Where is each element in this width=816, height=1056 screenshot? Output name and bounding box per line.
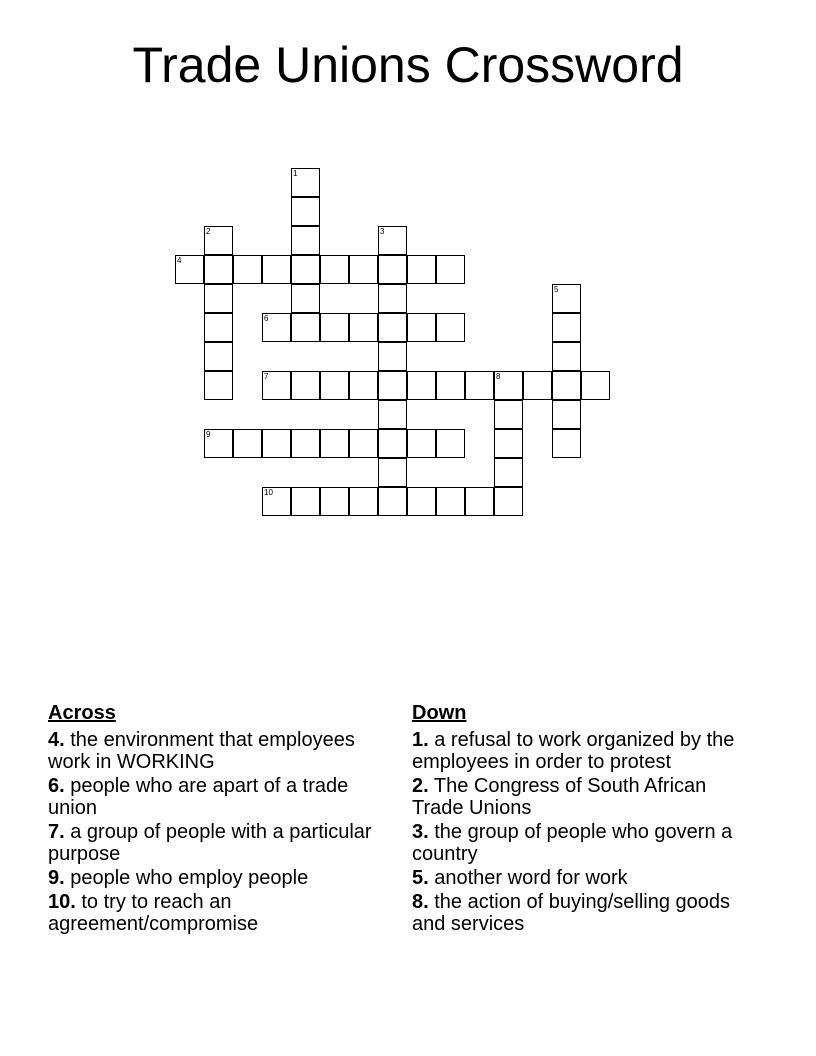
clue-number: 1. [412,729,429,751]
clue-number: 7. [48,821,65,843]
clue-down-3 [412,821,752,865]
grid-cell[interactable] [204,226,233,255]
cell-number: 6 [264,314,269,323]
grid-cell[interactable] [581,371,610,400]
clue-down-5 [412,867,752,889]
grid-cell[interactable] [204,371,233,400]
grid-cell[interactable] [291,255,320,284]
grid-cell[interactable] [436,255,465,284]
grid-cell[interactable] [436,371,465,400]
grid-cell[interactable] [320,429,349,458]
grid-cell[interactable] [407,429,436,458]
grid-cell[interactable] [407,371,436,400]
grid-cell[interactable] [465,487,494,516]
clue-text: a refusal to work organized by the employees in order to protest [412,729,735,773]
clue-text: the action of buying/selling goods and services [412,891,731,935]
grid-cell[interactable] [349,255,378,284]
clue-text: a group of people with a particular purpose [48,821,372,865]
grid-cell[interactable] [378,284,407,313]
grid-cell[interactable] [552,284,581,313]
clue-text: the environment that employees work in WORKING [48,729,355,773]
grid-cell[interactable] [291,168,320,197]
grid-cell[interactable] [378,371,407,400]
grid-cell[interactable] [291,487,320,516]
grid-cell[interactable] [494,458,523,487]
cell-number: 8 [496,372,501,381]
grid-cell[interactable] [291,313,320,342]
clue-down-8 [412,891,752,935]
cell-number: 5 [554,285,559,294]
across-clues [48,701,388,937]
clue-across-6 [48,775,388,819]
grid-cell[interactable] [349,371,378,400]
grid-cell[interactable] [494,400,523,429]
clue-across-7 [48,821,388,865]
grid-cell[interactable] [378,458,407,487]
grid-cell[interactable] [407,255,436,284]
grid-cell[interactable] [465,371,494,400]
grid-cell[interactable] [494,429,523,458]
grid-cell[interactable] [175,255,204,284]
page-title: Trade Unions Crossword [132,37,684,93]
clue-down-2 [412,775,752,819]
clue-across-9 [48,867,388,889]
grid-cell[interactable] [291,429,320,458]
grid-cell[interactable] [291,197,320,226]
grid-cell[interactable] [262,487,291,516]
grid-cell[interactable] [552,429,581,458]
grid-cell[interactable] [494,371,523,400]
clue-text: the group of people who govern a country [412,821,733,865]
grid-cell[interactable] [233,255,262,284]
grid-cell[interactable] [262,429,291,458]
clue-text: another word for work [434,867,628,889]
down-clues [412,701,752,937]
grid-cell[interactable] [378,255,407,284]
grid-cell[interactable] [436,487,465,516]
clue-text: to try to reach an agreement/compromise [48,891,259,935]
grid-cell[interactable] [320,371,349,400]
grid-cell[interactable] [552,371,581,400]
clue-text: people who are apart of a trade union [48,775,349,819]
grid-cell[interactable] [291,371,320,400]
grid-cell[interactable] [378,226,407,255]
grid-cell[interactable] [378,429,407,458]
cell-number: 1 [293,169,298,178]
grid-cell[interactable] [378,400,407,429]
cell-number: 3 [380,227,385,236]
grid-cell[interactable] [349,429,378,458]
clue-number: 4. [48,729,65,751]
grid-cell[interactable] [552,400,581,429]
grid-cell[interactable] [378,313,407,342]
grid-cell[interactable] [291,284,320,313]
cell-number: 4 [177,256,182,265]
cell-number: 10 [264,488,273,497]
grid-cell[interactable] [523,371,552,400]
grid-cell[interactable] [349,487,378,516]
across-heading: Across [48,702,116,724]
grid-cell[interactable] [494,487,523,516]
clue-number: 3. [412,821,429,843]
grid-cell[interactable] [262,313,291,342]
grid-cell[interactable] [436,429,465,458]
grid-cell[interactable] [320,313,349,342]
clue-across-10 [48,891,388,935]
clue-number: 2. [412,775,429,797]
down-heading: Down [412,702,467,724]
grid-cell[interactable] [262,371,291,400]
grid-cell[interactable] [320,255,349,284]
grid-cell[interactable] [552,342,581,371]
grid-cell[interactable] [378,487,407,516]
clue-number: 9. [48,867,65,889]
grid-cell[interactable] [204,429,233,458]
grid-cell[interactable] [233,429,262,458]
cell-number: 2 [206,227,211,236]
grid-cell[interactable] [407,487,436,516]
grid-cell[interactable] [204,255,233,284]
clue-text: people who employ people [70,867,309,889]
clue-down-1 [412,729,752,773]
cell-number: 7 [264,372,269,381]
grid-cell[interactable] [291,226,320,255]
grid-cell[interactable] [378,342,407,371]
grid-cell[interactable] [552,313,581,342]
grid-cell[interactable] [407,313,436,342]
grid-cell[interactable] [204,313,233,342]
clue-number: 6. [48,775,65,797]
clue-number: 5. [412,867,429,889]
clue-number: 10. [48,891,76,913]
clue-text: The Congress of South African Trade Unions [412,775,707,819]
cell-number: 9 [206,430,211,439]
clue-number: 8. [412,891,429,913]
clue-across-4 [48,729,388,773]
grid-cell[interactable] [349,313,378,342]
grid-cell[interactable] [436,313,465,342]
grid-cell[interactable] [320,487,349,516]
grid-cell[interactable] [262,255,291,284]
grid-cell[interactable] [204,342,233,371]
grid-cell[interactable] [204,284,233,313]
